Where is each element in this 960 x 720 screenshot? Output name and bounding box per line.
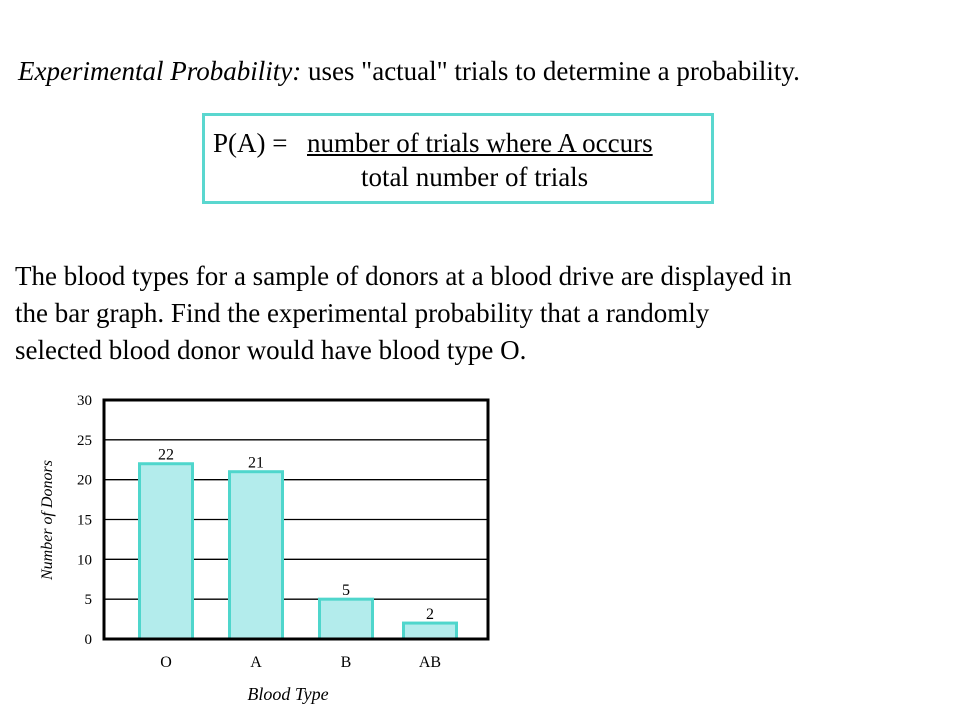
x-tick-label-ab: AB [418,654,442,671]
problem-line-1: The blood types for a sample of donors at a blood drive are displayed in [15,261,792,291]
bar-a [230,472,283,639]
y-tick-labels [77,393,92,648]
x-tick-label-o: O [160,654,172,671]
y-tick-label: 5 [84,592,92,609]
definition-text [18,56,800,87]
data-label-a: 21 [248,454,264,472]
formula-lhs: P(A) = [213,128,288,158]
x-axis-label: Blood Type [247,684,329,704]
bar-o [140,464,193,639]
y-tick-label: 20 [77,472,92,489]
bar-b [320,599,373,639]
y-tick-label: 0 [84,632,92,648]
y-axis-label: Number of Donors [39,459,56,581]
y-tick-label: 30 [77,393,92,409]
y-tick-label: 25 [77,432,92,449]
bars [140,464,457,639]
problem-statement [15,258,955,369]
problem-line-3: selected blood donor would have blood type O. [15,335,527,365]
data-label-b: 5 [342,582,350,600]
x-tick-labels [160,654,441,671]
bar-chart [0,380,520,710]
formula-denominator: total number of trials [361,162,589,192]
data-label-o: 22 [158,446,174,464]
definition-term: Experimental Probability: [18,56,302,86]
definition-body: uses "actual" trials to determine a probability. [301,56,800,86]
formula-numerator: number of trials where A occurs [307,128,653,158]
data-label-ab: 2 [426,606,434,624]
y-tick-label: 15 [77,512,92,529]
bar-ab [404,623,457,639]
x-tick-label-b: B [340,654,352,671]
data-labels [158,447,434,623]
formula-box [202,113,714,204]
problem-line-2: the bar graph. Find the experimental probability that a randomly [15,298,710,328]
x-tick-label-a: A [250,654,262,671]
y-tick-label: 10 [77,552,92,569]
